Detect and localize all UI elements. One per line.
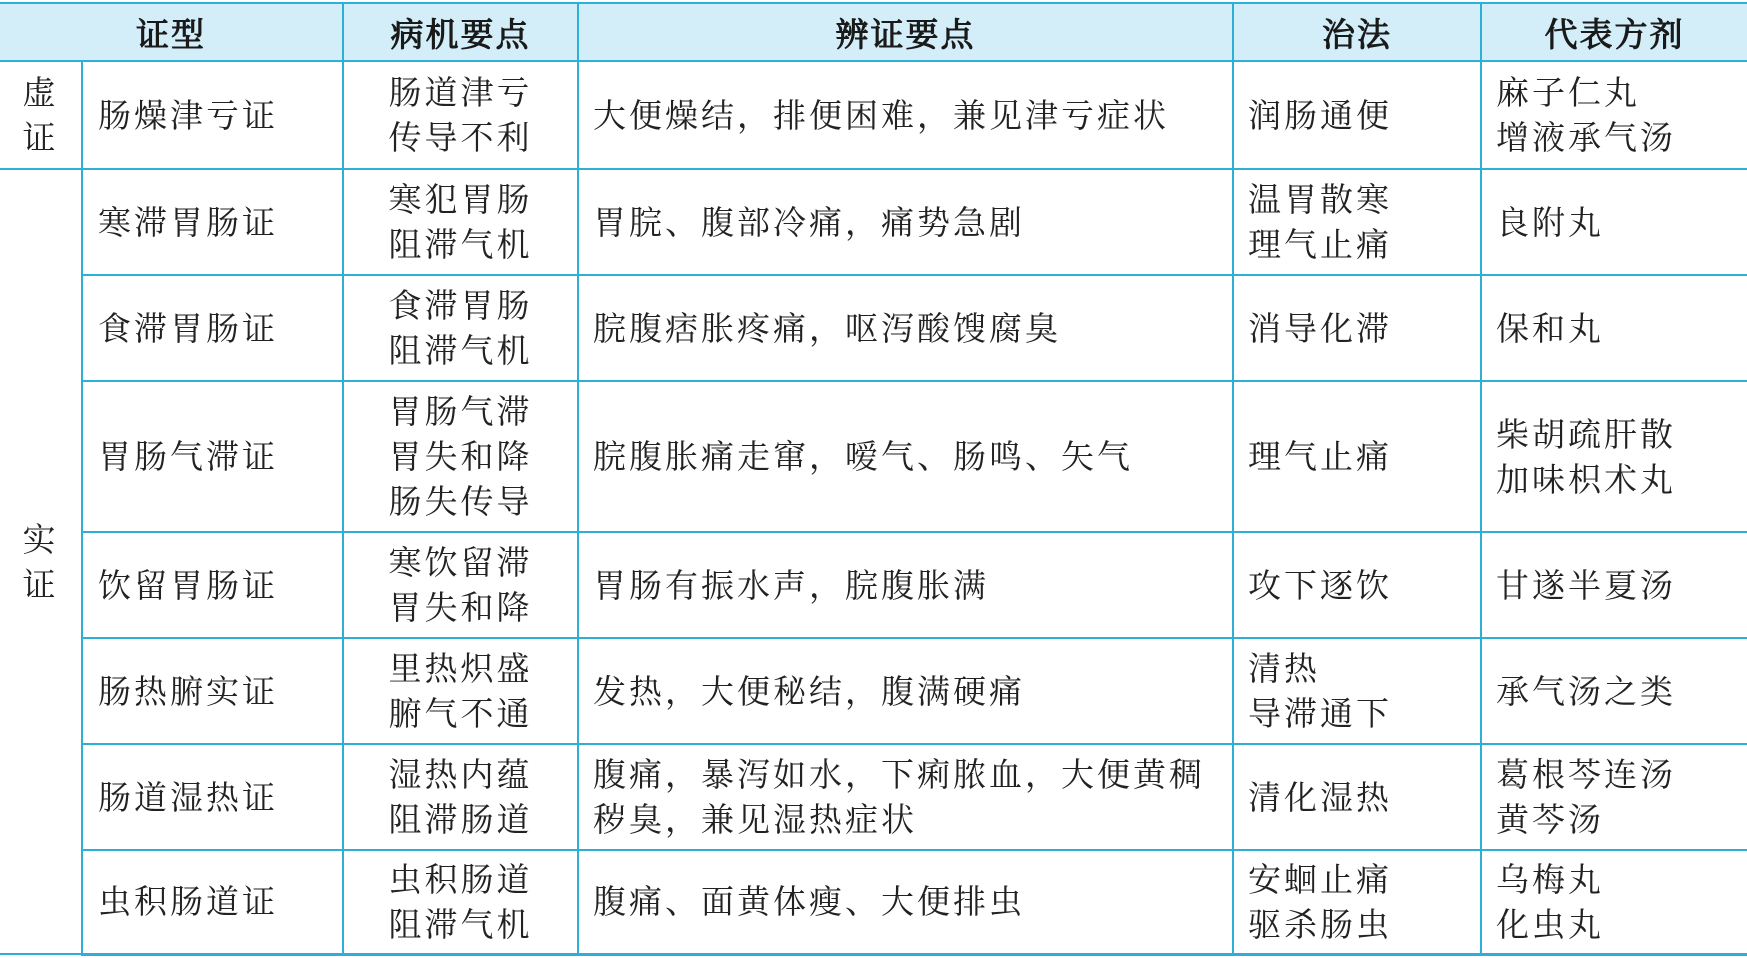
formula-cell: [1481, 169, 1747, 275]
treatment-cell: [1233, 169, 1481, 275]
pathogenesis-text: 里热炽盛 腑气不通: [388, 649, 533, 733]
group-label: 实证: [22, 519, 59, 604]
formula-cell: [1481, 744, 1747, 850]
header-formula: 代表方剂: [1481, 3, 1747, 61]
formula-text: 麻子仁丸 增液承气汤: [1496, 73, 1676, 157]
differentiation-cell: 脘腹胀痛走窜，嗳气、肠鸣、矢气: [578, 381, 1233, 532]
treatment-cell: [1233, 744, 1481, 850]
pathogenesis-cell: [343, 850, 578, 954]
formula-text: 保和丸: [1496, 308, 1604, 348]
table-row: [0, 532, 1747, 638]
syndrome-name: 食滞胃肠证: [82, 275, 343, 381]
differentiation-cell: 脘腹痞胀疼痛，呕泻酸馊腐臭: [578, 275, 1233, 381]
treatment-text: 理气止痛: [1248, 437, 1392, 476]
treatment-text: 温胃散寒 理气止痛: [1248, 180, 1392, 264]
treatment-cell: [1233, 381, 1481, 532]
treatment-text: 润肠通便: [1248, 95, 1392, 135]
pathogenesis-text: 虫积肠道 阻滞气机: [388, 859, 533, 944]
formula-text: 葛根芩连汤 黄芩汤: [1496, 755, 1676, 839]
pathogenesis-cell: [343, 744, 578, 850]
group-excess: [0, 169, 82, 954]
treatment-cell: [1233, 638, 1481, 744]
differentiation-cell: 大便燥结，排便困难，兼见津亏症状: [578, 61, 1233, 169]
header-syndrome-type: 证型: [0, 3, 343, 61]
differentiation-cell: 胃脘、腹部冷痛，痛势急剧: [578, 169, 1233, 275]
table-row: [0, 381, 1747, 532]
pathogenesis-text: 胃肠气滞 胃失和降 肠失传导: [388, 392, 533, 521]
pathogenesis-cell: [343, 532, 578, 638]
differentiation-cell: 腹痛，暴泻如水，下痢脓血，大便黄稠秽臭，兼见湿热症状: [578, 744, 1233, 850]
header-differentiation-points: 辨证要点: [578, 3, 1233, 61]
treatment-text: 清化湿热: [1248, 777, 1392, 817]
group-label: 虚证: [22, 73, 59, 157]
treatment-text: 消导化滞: [1248, 308, 1392, 348]
table-row: [0, 275, 1747, 381]
treatment-cell: [1233, 275, 1481, 381]
pathogenesis-text: 湿热内蕴 阻滞肠道: [388, 755, 533, 839]
syndrome-table: [0, 2, 1747, 956]
formula-cell: [1481, 275, 1747, 381]
formula-cell: [1481, 381, 1747, 532]
pathogenesis-cell: [343, 381, 578, 532]
formula-cell: [1481, 532, 1747, 638]
group-deficiency: [0, 61, 82, 169]
header-pathogenesis: 病机要点: [343, 3, 578, 61]
formula-cell: [1481, 638, 1747, 744]
syndrome-name: 饮留胃肠证: [82, 532, 343, 638]
pathogenesis-cell: [343, 638, 578, 744]
pathogenesis-text: 寒饮留滞 胃失和降: [388, 543, 533, 627]
differentiation-cell: 胃肠有振水声，脘腹胀满: [578, 532, 1233, 638]
table-row: [0, 850, 1747, 954]
formula-text: 柴胡疏肝散 加味枳术丸: [1496, 414, 1676, 499]
syndrome-name: 胃肠气滞证: [82, 381, 343, 532]
formula-cell: [1481, 61, 1747, 169]
syndrome-name: 虫积肠道证: [82, 850, 343, 954]
formula-text: 甘遂半夏汤: [1496, 565, 1676, 605]
syndrome-name: 寒滞胃肠证: [82, 169, 343, 275]
formula-text: 良附丸: [1496, 202, 1604, 242]
formula-text: 乌梅丸 化虫丸: [1496, 859, 1604, 944]
treatment-text: 清热 导滞通下: [1248, 649, 1392, 733]
differentiation-cell: 腹痛、面黄体瘦、大便排虫: [578, 850, 1233, 954]
treatment-cell: [1233, 532, 1481, 638]
table-row: [0, 61, 1747, 169]
syndrome-name: 肠道湿热证: [82, 744, 343, 850]
treatment-cell: [1233, 850, 1481, 954]
pathogenesis-text: 肠道津亏 传导不利: [388, 73, 533, 157]
syndrome-name: 肠热腑实证: [82, 638, 343, 744]
pathogenesis-cell: [343, 61, 578, 169]
differentiation-cell: 发热，大便秘结，腹满硬痛: [578, 638, 1233, 744]
formula-text: 承气汤之类: [1496, 671, 1676, 711]
pathogenesis-cell: [343, 169, 578, 275]
header-treatment: 治法: [1233, 3, 1481, 61]
pathogenesis-text: 寒犯胃肠 阻滞气机: [388, 180, 533, 264]
treatment-text: 安蛔止痛 驱杀肠虫: [1248, 859, 1392, 944]
pathogenesis-cell: [343, 275, 578, 381]
table-row: [0, 169, 1747, 275]
pathogenesis-text: 食滞胃肠 阻滞气机: [388, 286, 533, 370]
syndrome-name: 肠燥津亏证: [82, 61, 343, 169]
header-row: [0, 3, 1747, 61]
table-row: [0, 744, 1747, 850]
formula-cell: [1481, 850, 1747, 954]
treatment-cell: [1233, 61, 1481, 169]
treatment-text: 攻下逐饮: [1248, 565, 1392, 605]
table-row: [0, 638, 1747, 744]
